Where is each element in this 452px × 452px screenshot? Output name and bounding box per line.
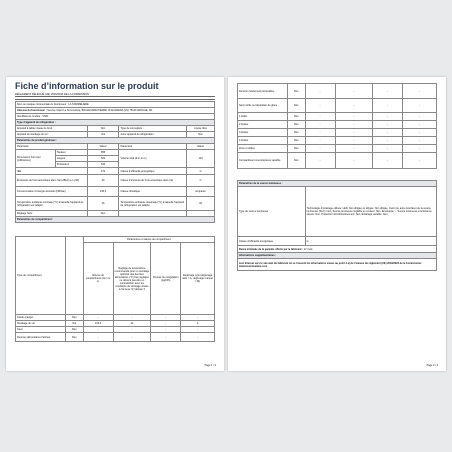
table-cell: - [403,99,437,113]
table-cell: - [335,137,373,145]
table-cell: - [335,121,373,129]
table-cell: Classe climatique : [119,187,187,197]
table-cell: Non [65,315,83,321]
table-cell: 3 étoiles [238,129,288,137]
table-cell: - [403,137,437,145]
table-cell: - [151,321,181,327]
table-cell: Compartiment à température variable [238,153,288,169]
dimensions-label: Dimensions hors tout (millimètres) [16,150,56,168]
table-cell: Denrées hautement périssables [238,84,288,99]
table-cell: - [373,99,403,113]
document-page-2 [228,77,446,371]
address-value: Service Client La Sommelière, BOULEVARD PIERRE 18 AUGRENA (VS) 75130 ARNAGE, FR [47,109,153,112]
table-cell: 40 [87,175,119,187]
table-cell: Autre appareil de réfrigération : [119,132,187,138]
table-cell: 170 [87,168,119,175]
supplier-value: LA SOMMELIERE [68,103,89,106]
table-cell: Stockage du vin [16,321,66,327]
table-cell: - [335,145,373,153]
address-label: Adresse du fournisseur : [17,109,47,112]
table-cell: Température ambiante maximale (°C) à laquelle l’appareil de réfrigération est adapté [119,197,187,211]
table-cell: 2 étoiles [238,121,288,129]
section-general-params: Paramètres du produit généraux : [16,138,215,144]
page-footer: Page 2 / 2 [426,364,438,367]
table-cell: Température ambiante minimale (°C) à laquelle l’appareil de réfrigération est adapté [16,197,88,211]
table-cell: 1 étoile [238,113,288,121]
table-cell: Zone 2 étoiles [238,145,288,153]
table-cell: - [305,99,335,113]
table-cell: Largeur [55,156,87,162]
table-cell: Non [187,132,215,138]
table-cell: - [373,129,403,137]
table-cell: Non [287,129,305,137]
table-cell: 32 [187,197,215,211]
page-footer: Page 1 / 2 [204,364,216,367]
warranty-label: Durée minimale de la garantie offerte par le fabricant : [239,247,304,251]
table-cell: - [335,153,373,169]
column-header: Paramètre [119,144,187,150]
table-cell: Oui [65,321,83,327]
table-cell: Appareil à faible niveau de bruit : [16,126,88,132]
table-cell: Classe d’émission de bruit acoustique dans l’air [119,175,187,187]
column-header: Réglage de température recommandé pour un stockage optimisé des denrées alimentaires (°C) Ces réglages ne doivent pas être en contradiction avec les conditions de stockage visées à l’annexe IV, tableau 3 [113,243,151,315]
table-cell: - [113,333,151,342]
compartment-table [15,236,215,342]
table-cell: - [305,113,335,121]
table-cell: Cave [16,327,66,333]
table-cell: G [187,168,215,175]
table-cell: Technologie d’éclairage utilisée: LED, Non dirigée ou dirigée: Non dirigée, Culot (ou autre interface) de la source lumineuse (SLC): Non, Source lumineuse réglable en couleur: Non, Enveloppe: -, Source lumineuse à luminance élevée: Non, Protection anti-éblouissement: Non, Éclairage variable: Non [305,187,436,237]
column-header: Valeur [187,144,215,150]
table-cell: - [181,315,215,321]
table-cell: 145,0 [87,187,119,197]
table-cell: - [335,129,373,137]
table-cell: - [305,84,335,99]
table-cell: - [373,121,403,129]
table-cell: - [335,99,373,113]
section-additional-info: Informations supplémentaires : [238,253,437,259]
table-cell: - [113,327,151,333]
section-compartment-params: Paramètres du compartiment : [16,217,215,223]
table-cell: - [403,113,437,121]
table-cell: Classe d’efficacité énergétique [119,168,187,175]
regulation-line: RÈGLEMENT DÉLÉGUÉ (UE) 2019/2016 DE LA COMMISSION [15,93,90,96]
volume-value: 123 [187,150,215,168]
table-cell: - [373,84,403,99]
table-cell: IEE [16,168,88,175]
table-cell: Non [287,153,305,169]
table-cell: Profondeur [55,162,87,168]
table-cell: Réglage hiver [16,211,88,217]
table-cell: Denrées alimentaires fraîches [16,333,66,342]
column-header: Type de compartiment [16,237,66,315]
table-cell: 540 [87,162,119,168]
table-cell: - [403,84,437,99]
additional-info-text: Lien Internet vers le site web du fabricant où se trouvent les informations visées au point 4 a) de l’annexe du règlement (UE) 2019/2023 de la Commission: www.lasommeliere.com [238,259,437,271]
warranty-row [238,246,437,253]
table-cell: A [181,321,215,327]
table-cell: Type de source lumineuse [238,187,306,237]
table-cell: - [403,129,437,137]
product-info-table [15,101,215,144]
table-cell: - [335,113,373,121]
table-cell: Non [87,126,119,132]
table-cell: Appareil de stockage du vin : [16,132,88,138]
table-cell: 16 [87,197,119,211]
table-cell: Non [287,113,305,121]
document-page-1 [6,77,224,371]
table-cell: Type de conception : [119,126,187,132]
table-cell: Émissions de bruit acoustique dans l’air [dB(A) re 1 pW] [16,175,88,187]
column-header: Paramètre [16,144,88,150]
table-cell: - [83,333,113,342]
table-cell: Sans étoile ou fabrication de glace [238,99,288,113]
table-cell: Consommation d’énergie annuelle (kWh/an) [16,187,88,197]
table-cell: - [305,129,335,137]
section-appliance-type: Type d’appareil de réfrigération : [16,120,215,126]
table-cell: Oui [87,132,119,138]
table-cell: - [335,84,373,99]
model-label: Identifiant du modèle : [17,115,42,118]
table-cell: G [305,237,436,246]
model-value: VN01 [42,115,49,118]
general-params-table [15,143,215,223]
table-cell: - [373,113,403,121]
table-cell: Non [287,145,305,153]
page-title: Fiche d’information sur le produit [15,81,159,91]
column-header: Dégivrage type (dégivrage auto = A, dégivrage manuel = M) [181,243,215,315]
table-cell: - [151,327,181,333]
table-cell: - [151,315,181,321]
table-cell: - [373,153,403,169]
table-cell: 12 [113,321,151,327]
column-header: Paramètres et valeurs de compartiment [83,237,214,243]
table-cell: - [305,137,335,145]
table-cell: 500 [87,156,119,162]
title-divider [15,96,215,100]
table-cell: - [373,145,403,153]
table-cell: Non [287,121,305,129]
table-cell: Non [87,211,119,217]
light-source-table [237,180,437,271]
section-light-source: Paramètres de la source lumineuse : [238,181,437,187]
table-cell: - [151,333,181,342]
column-header: Valeur [87,144,119,150]
volume-label: Volume total (dm³ ou L) [119,150,187,168]
table-cell: Non [287,137,305,145]
supplier-label: Nom ou marque commerciale du fournisseur : [17,103,68,106]
table-cell [65,237,83,315]
table-cell: - [305,145,335,153]
table-cell: - [403,145,437,153]
table-cell: Non [287,99,305,113]
column-header: Volume de compartiment (dm³ ou L) [83,243,113,315]
table-cell: Garde-manger [16,315,66,321]
table-cell: - [403,121,437,129]
table-cell: Non [287,84,305,99]
table-cell: - [305,153,335,169]
table-cell: - [181,333,215,342]
table-cell: 123,0 [83,321,113,327]
table-cell: 855 [87,150,119,156]
table-cell: - [181,327,215,333]
table-cell: Classe d’efficacité énergétique [238,237,306,246]
table-cell: à pose libre [187,126,215,132]
table-cell: Non [65,333,83,342]
table-cell: - [113,315,151,321]
table-cell: - [403,153,437,169]
table-cell: Non [65,327,83,333]
warranty-value: 12 mois [303,247,313,251]
table-cell: - [83,315,113,321]
table-cell: - [373,137,403,145]
table-cell: 4 étoiles [238,137,288,145]
table-cell: - [305,121,335,129]
table-cell: Hauteur [55,150,87,156]
table-cell: C [187,175,215,187]
column-header: Pouvoir de congélation (kg/24h) [151,243,181,315]
compartment-table-continued [237,83,437,169]
table-cell: tempérée [187,187,215,197]
table-cell: - [83,327,113,333]
